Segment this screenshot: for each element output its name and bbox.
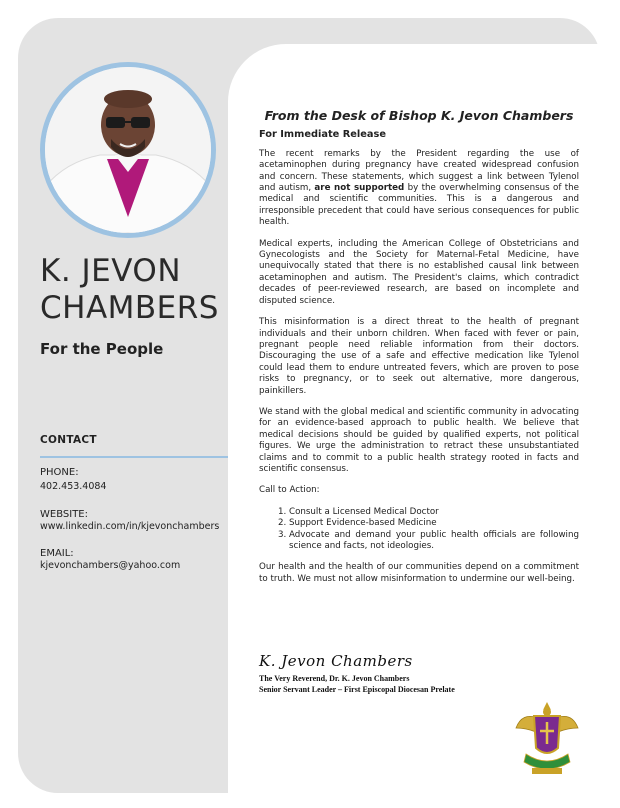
- phone-value[interactable]: 402.453.4084: [40, 481, 107, 492]
- p1-text-b: by the overwhelming consensus of the medical and scientific communities. This is a dangerous and irresponsible precedent that could have serious consequences for public health.: [259, 183, 579, 228]
- action-item: 3. Advocate and demand your public health officials are following science and facts, not ideologies.: [289, 530, 579, 553]
- letter-title: From the Desk of Bishop K. Jevon Chambers: [264, 108, 574, 123]
- paragraph-2: Medical experts, including the American College of Obstetricians and Gynecologists and the Society for Maternal-Fetal Medicine, have unequivocally stated that there is no established causal link between acetaminophen and autism. The President's claims, which contradict decades of peer-reviewed research, are based on incomplete and disputed science.: [259, 238, 579, 306]
- portrait-illustration: [45, 67, 211, 233]
- website-label: WEBSITE:: [40, 509, 88, 520]
- name-line-2: CHAMBERS: [40, 290, 219, 326]
- name-line-1: K. JEVON: [40, 253, 182, 289]
- profile-name: [40, 253, 230, 327]
- website-link[interactable]: www.linkedin.com/in/kjevonchambers: [40, 521, 220, 532]
- release-heading: For Immediate Release: [259, 129, 386, 141]
- signer-name: The Very Reverend, Dr. K. Jevon Chambers: [259, 674, 410, 683]
- phone-label: PHONE:: [40, 467, 79, 478]
- paragraph-4: We stand with the global medical and scientific community in advocating for an evidence-based approach to public health. We believe that medical decisions should be guided by qualified experts, not political figures. We urge the administration to retract these unsubstantiated claims and to commit to a public health strategy rooted in facts and scientific consensus.: [259, 406, 579, 474]
- signer-title: Senior Servant Leader – First Episcopal Diocesan Prelate: [259, 685, 455, 694]
- paragraph-3: This misinformation is a direct threat to the health of pregnant individuals and their unborn children. When faced with fever or pain, pregnant people need reliable information from their doctors. Discouraging the use of a safe and effective medication like Tylenol could lead them to endure untreated fevers, which are proven to pose risks to pregnancy, or to seek out alternative, more dangerous, painkillers.: [259, 317, 579, 396]
- signature: K. Jevon Chambers: [259, 652, 413, 670]
- profile-photo: [40, 62, 216, 238]
- p1-text-a: The recent remarks by the President regarding the use of acetaminophen during pregnancy have created widespread confusion and concern. These statements, which suggest a link between Tylenol and autism,: [259, 148, 579, 194]
- diocese-crest-logo: [512, 698, 582, 780]
- tagline: For the People: [40, 340, 164, 358]
- email-link[interactable]: kjevonchambers@yahoo.com: [40, 560, 181, 571]
- closing-paragraph: Our health and the health of our communities depend on a commitment to truth. We must not allow misinformation to undermine our well-being.: [259, 562, 579, 584]
- call-to-action-heading: Call to Action:: [259, 485, 320, 496]
- action-list: [259, 507, 579, 553]
- email-label: EMAIL:: [40, 548, 74, 559]
- action-item: 1. Consult a Licensed Medical Doctor: [289, 507, 579, 518]
- action-item: 2. Support Evidence-based Medicine: [289, 518, 579, 529]
- contact-divider: [40, 456, 228, 458]
- crest-icon: [512, 698, 582, 780]
- contact-heading: CONTACT: [40, 434, 97, 446]
- paragraph-1: [259, 149, 579, 229]
- letter-body: [259, 110, 579, 595]
- p1-bold: are not supported: [314, 183, 405, 194]
